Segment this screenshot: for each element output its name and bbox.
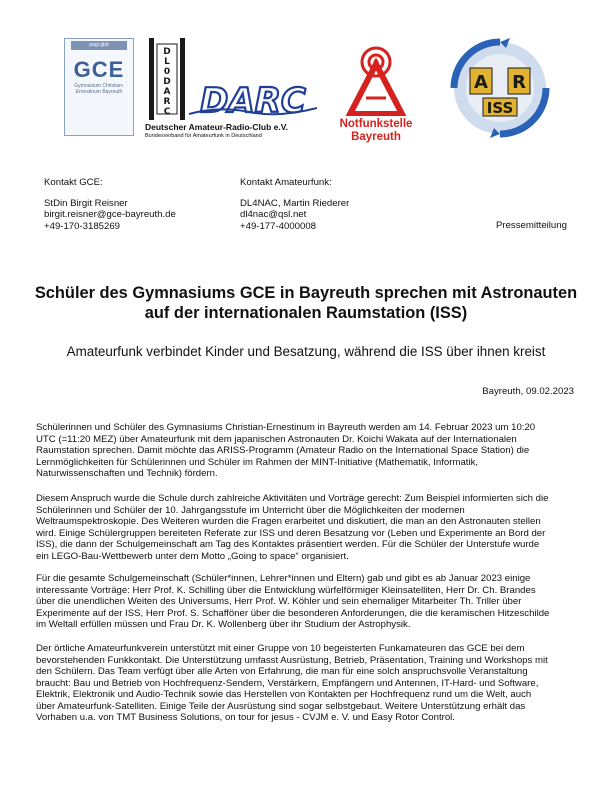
gce-logo xyxy=(64,38,134,136)
gce-logo-word: GCE xyxy=(73,57,125,82)
title-line-2: auf der internationalen Raumstation (ISS) xyxy=(144,304,468,322)
ariss-globe-icon xyxy=(440,38,560,138)
paragraph-line: über Amateurfunk-Satelliten. Einige Teile der Ausrüstung sind sogar selbstgebaut. Weitere Unterstützung erhält das xyxy=(36,700,526,712)
paragraph-line: Naturwissenschaften und Technik) fördern. xyxy=(36,468,218,479)
ariss-letter: ISS xyxy=(486,99,514,117)
paragraph-1 xyxy=(36,422,580,480)
paragraph-line: den Schülern. Das Team verfügt über alle Arten von Erfahrung, die man für eine solch anspruchsvolle Veranstaltung xyxy=(36,666,528,677)
darc-name: Deutscher Amateur-Radio-Club e.V. xyxy=(145,122,288,132)
paragraph-line: Raumstation sprechen. Damit möchte das ARISS-Programm (Amateur Radio on the International Space Station) die xyxy=(36,445,530,456)
darc-letter: R xyxy=(163,97,171,107)
paragraph-line: ein LEGO-Bau-Wettbewerb unter dem Motto „Going to space“ organisiert. xyxy=(36,550,349,562)
paragraph-line: Für die gesamte Schulgemeinschaft (Schüler*innen, Lehrer*innen und Eltern) gab und gibt es ab Januar 2023 einige xyxy=(36,573,531,584)
contact-heading: Kontakt Amateurfunk: xyxy=(240,177,332,188)
paragraph-2 xyxy=(36,493,580,562)
gce-logo-tag: pagi gbd xyxy=(71,41,127,50)
gce-logo-subtitle: Gymnasium Christian-Ernestinum Bayreuth xyxy=(74,83,124,95)
darc-subtitle: Bundesverband für Amateurfunk in Deutschland xyxy=(145,133,262,139)
darc-letter: A xyxy=(163,87,171,97)
notfunk-line2: Bayreuth xyxy=(351,131,401,143)
notfunk-logo xyxy=(330,38,422,143)
contact-gce xyxy=(44,177,176,232)
paragraph-3 xyxy=(36,573,580,631)
paragraph-line: Lernmöglichkeiten für Schülerinnen und Schüler im Rahmen der MINT-Initiative (Mathematik, Informatik, xyxy=(36,456,479,468)
contact-amateur xyxy=(240,177,349,232)
contact-phone: +49-170-3185269 xyxy=(44,220,121,232)
darc-logo xyxy=(145,38,317,138)
paragraph-line: UTC (=11:20 MEZ) über Amateurfunk mit dem japanischen Astronauten Dr. Koichi Wakata auf der Internationalen xyxy=(36,433,517,445)
title-line-1: Schüler des Gymnasiums GCE in Bayreuth sprechen mit Astronauten xyxy=(34,284,578,302)
paragraph-line: Diesem Anspruch wurde die Schule durch zahlreiche Aktivitäten und Vorträge gerecht: Zum Beispiel informierten sich die xyxy=(36,493,549,504)
paragraph-line: Vorhaben u.a. von TMT Business Solutions, on tour for jesus - CVJM e. V. und Easy Rotor Control. xyxy=(36,712,455,723)
radio-tower-icon xyxy=(344,44,408,116)
darc-word: DARC xyxy=(200,81,306,120)
paragraph-line: braucht: Bau und Betrieb von Hochfrequenz-Sendern, Verstärkern, Empfängern und Antennen, IT-Hard- und Software, xyxy=(36,677,539,689)
ariss-letter: A xyxy=(474,72,488,93)
ariss-letter: R xyxy=(512,72,526,93)
contact-name: DL4NAC, Martin Riederer xyxy=(240,197,350,209)
paragraph-line: Elektrik, Elektronik und Audio-Technik sowie das Herstellen von Kontakten per Hochfrequenz rund um die Welt, auch xyxy=(36,689,532,700)
ariss-logo xyxy=(440,38,560,138)
darc-letter: C xyxy=(163,107,171,117)
paragraph-line: Weltraumspektroskopie. Des Weiteren wurden die Fragen erarbeitet und diskutiert, die man an den Astronauten stellen xyxy=(36,516,541,527)
darc-letter: 0 xyxy=(163,67,171,77)
contact-name: StDin Birgit Reisner xyxy=(44,197,128,209)
subtitle: Amateurfunk verbindet Kinder und Besatzung, während die ISS über ihnen kreist xyxy=(66,344,546,359)
paragraph-line: Der örtliche Amateurfunkverein unterstützt mit einer Gruppe von 10 begeisterten Funkamateuren das GCE bei dem xyxy=(36,643,525,654)
paragraph-line: im Weltall erfüllen müssen und Frau Dr. K. Wollenberg über ihr Studium der Astrophysik. xyxy=(36,619,411,630)
contact-heading: Kontakt GCE: xyxy=(44,177,103,188)
paragraph-line: wird. Einige Schülergruppen bereiteten Referate zur ISS und deren Besatzung vor (Leben und Experimente an Bord der xyxy=(36,527,546,539)
paragraph-line: Schülerinnen und Schüler des Gymnasiums Christian-Ernestinum in Bayreuth werden am 14. Februar 2023 um 10:20 xyxy=(36,422,536,433)
contact-email: birgit.reisner@gce-bayreuth.de xyxy=(44,209,176,220)
notfunk-line1: Notfunkstelle xyxy=(339,118,413,130)
paragraph-line: interessante Vorträge: Herr Prof. K. Schilling über die Entwicklung würfelförmiger Kleinsatelliten, Herr Dr. Ch. Brandes xyxy=(36,584,536,596)
paragraph-line: über die unendlichen Weiten des Universums, Herr Prof. W. Köhler und sein ehemaliger Mitarbeiter Th. Triller über xyxy=(36,596,522,607)
paragraph-4 xyxy=(36,643,580,724)
darc-letter: D xyxy=(163,47,171,57)
press-label: Pressemitteilung xyxy=(496,220,567,231)
darc-letter: D xyxy=(163,77,171,87)
darc-wordmark xyxy=(189,78,317,120)
dateline: Bayreuth, 09.02.2023 xyxy=(482,386,574,397)
contact-phone: +49-177-4000008 xyxy=(240,220,317,232)
darc-bars-icon xyxy=(147,38,187,120)
paragraph-line: bevorstehenden Funkkontakt. Die Unterstützung umfasst Ausrüstung, Betrieb, Präsentation, Training und Workshops mit xyxy=(36,654,548,666)
paragraph-line: ISS), die dann der Schulgemeinschaft am Tag des Kontaktes präsentiert werden. Für die Schüler der Unterstufe wurde xyxy=(36,539,540,550)
contact-email: dl4nac@qsl.net xyxy=(240,209,307,220)
paragraph-line: Experimente auf der ISS, Herr Prof. S. Schafföner über die besonderen Anforderungen, die die keramischen Hitzeschilde xyxy=(36,607,550,619)
darc-letter: L xyxy=(164,57,170,67)
paragraph-line: Schülerinnen und Schüler der 10. Jahrgangsstufe im Unterricht über die Möglichkeiten der modernen xyxy=(36,504,465,516)
